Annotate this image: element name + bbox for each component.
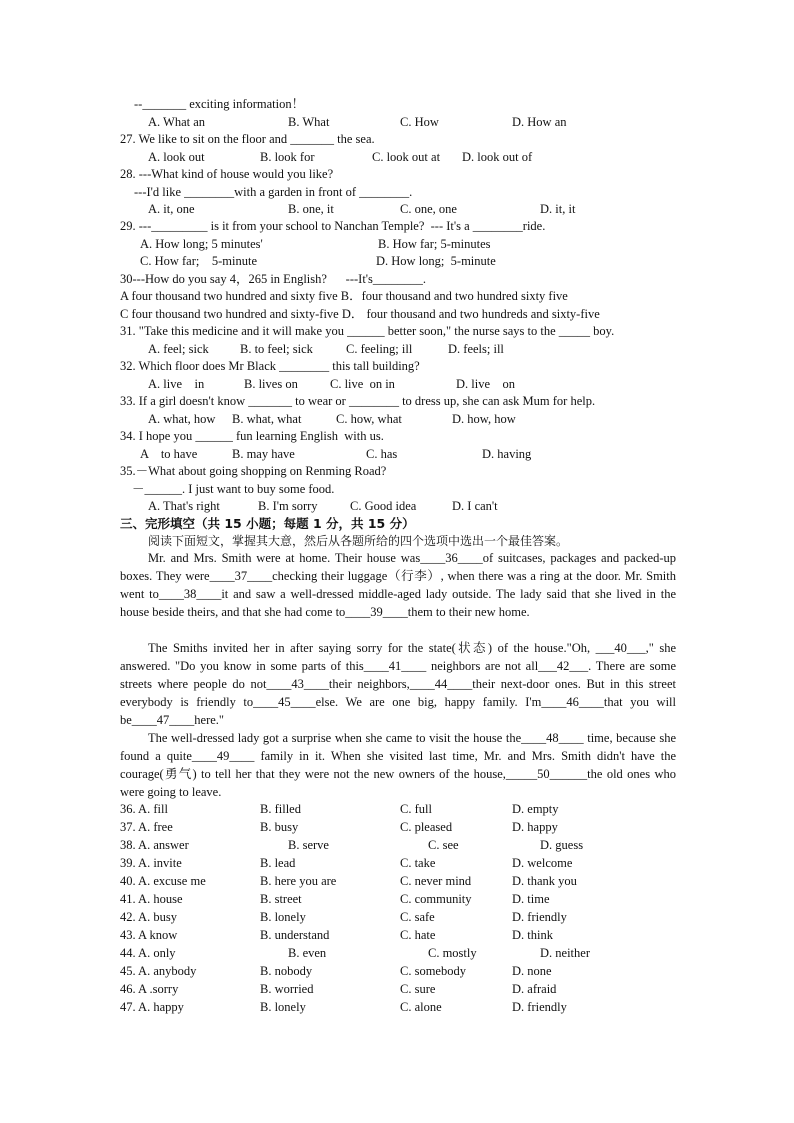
answer-option-a: 43. A know [120,928,178,942]
option-d: D. it, it [540,202,576,216]
answer-option-d: D. friendly [512,910,567,924]
option-b: B. What [288,115,330,129]
answer-option-d: D. afraid [512,982,557,996]
option-b: B. lives on [244,377,298,391]
instruction: 阅读下面短文，掌握其大意，然后从各题所给的四个选项中选出一个最佳答案。 [148,534,569,548]
option-row: C four thousand two hundred and sixty-five D． four thousand and two hundreds and sixty-five [120,307,600,321]
answer-option-d: D. guess [540,838,584,852]
answer-option-b: B. lonely [260,910,306,924]
option-b: B. look for [260,150,315,164]
answer-option-d: D. neither [540,946,590,960]
answer-option-a: 41. A. house [120,892,183,906]
answer-option-b: B. nobody [260,964,313,978]
option-c: C. live on in [330,377,395,391]
answer-option-d: D. empty [512,802,559,816]
option-a: A. How long; 5 minutes' [140,237,263,251]
option-c: C. has [366,447,398,461]
question-line: 28. ---What kind of house would you like? [120,167,334,181]
answer-option-b: B. lonely [260,1000,306,1014]
answer-option-b: B. even [288,946,327,960]
option-b: B. How far; 5-minutes [378,237,491,251]
option-d: D. look out of [462,150,533,164]
option-b: B. I'm sorry [258,499,318,513]
answer-option-d: D. none [512,964,552,978]
answer-option-a: 37. A. free [120,820,173,834]
option-row: A four thousand two hundred and sixty five B．four thousand and two hundred sixty five [120,289,568,303]
answer-option-d: D. time [512,892,550,906]
option-b: B. one, it [288,202,334,216]
question-line-2: －______. I just want to buy some food. [132,482,335,496]
option-a: A. That's right [148,499,220,513]
question-line: 33. If a girl doesn't know _______ to wear or ________ to dress up, she can ask Mum for help. [120,394,596,408]
option-d: D. feels; ill [448,342,504,356]
answer-option-b: B. lead [260,856,296,870]
answer-option-d: D. happy [512,820,558,834]
answer-option-d: D. welcome [512,856,573,870]
option-b: B. may have [232,447,295,461]
answer-option-c: C. pleased [400,820,453,834]
answer-option-a: 36. A. fill [120,802,168,816]
answer-option-d: D. thank you [512,874,577,888]
option-a: A to have [140,447,198,461]
option-a: A. What an [148,115,206,129]
answer-option-c: C. somebody [400,964,466,978]
answer-option-d: D. think [512,928,553,942]
question-line: 35.－What about going shopping on Renming Road? [120,464,387,478]
answer-option-c: C. hate [400,928,436,942]
answer-option-c: C. full [400,802,432,816]
option-a: A. it, one [148,202,195,216]
answer-option-c: C. take [400,856,436,870]
answer-option-a: 44. A. only [120,946,176,960]
answer-option-b: B. street [260,892,302,906]
question-line: 27. We like to sit on the floor and _______ the sea. [120,132,375,146]
option-c: C. How far; 5-minute [140,254,257,268]
answer-option-c: C. alone [400,1000,442,1014]
answer-option-a: 45. A. anybody [120,964,197,978]
passage-paragraph-1: Mr. and Mrs. Smith were at home. Their house was____36____of suitcases, packages and packed-up boxes. They were____37____checking their luggage（行李）, when there was a ring at the door. Mr. Smith went to____38____it and saw a well-dressed middle-aged lady outside. The lady said that she lived in the house beside theirs, and that she had come to____39____them to their new home. [120,551,676,619]
passage-paragraph-3: The well-dressed lady got a surprise when she came to visit the house the____48____ time, because she found a quite____49____ family in it. When she visited last time, Mr. and Mrs. Smith didn't have the courage(勇气) to tell her that they were not the new owners of the house,_____50______the old ones who were going to leave. [120,731,676,799]
answer-option-c: C. see [428,838,459,852]
option-c: C. how, what [336,412,402,426]
option-d: D. having [482,447,532,461]
option-c: C. Good idea [350,499,417,513]
option-d: D. I can't [452,499,498,513]
answer-option-c: C. never mind [400,874,472,888]
question-line-2: ---I'd like ________with a garden in front of ________. [134,185,413,199]
passage-paragraph-2: The Smiths invited her in after saying sorry for the state(状态) of the house."Oh, ___40___," she answered. "Do you know in some parts of this____41____ neighbors are not all___42___. There are some streets where people do not____43____their neighbors,____44____their next-door ones. But in this street everybody is friendly to____45____else. We are one big, happy family. I'm____46____that you will be____47____here." [120,641,676,727]
question-line: 32. Which floor does Mr Black ________ this tall building? [120,359,420,373]
answer-option-c: C. sure [400,982,436,996]
answer-option-b: B. worried [260,982,314,996]
answer-option-b: B. understand [260,928,330,942]
option-a: A. feel; sick [148,342,209,356]
option-a: A. live in [148,377,205,391]
answer-option-a: 46. A .sorry [120,982,179,996]
answer-option-a: 40. A. excuse me [120,874,206,888]
section-title: 三、完形填空（共 15 小题；每题 1 分，共 15 分） [120,516,415,531]
question-line: 30---How do you say 4，265 in English? ---It's________. [120,272,427,286]
answer-option-c: C. safe [400,910,435,924]
answer-option-b: B. busy [260,820,299,834]
question-line: 31. "Take this medicine and it will make you ______ better soon," the nurse says to the _____ boy. [120,324,615,338]
answer-option-b: B. here you are [260,874,337,888]
option-a: A. look out [148,150,205,164]
question-line: 34. I hope you ______ fun learning English with us. [120,429,384,443]
option-c: C. one, one [400,202,457,216]
answer-option-a: 39. A. invite [120,856,182,870]
answer-option-d: D. friendly [512,1000,567,1014]
option-d: D. live on [456,377,516,391]
answer-option-b: B. filled [260,802,301,816]
option-a: A. what, how [148,412,216,426]
answer-option-a: 42. A. busy [120,910,177,924]
option-d: D. How an [512,115,567,129]
answer-option-a: 47. A. happy [120,1000,184,1014]
answer-option-a: 38. A. answer [120,838,189,852]
option-d: D. How long; 5-minute [376,254,496,268]
answer-option-c: C. mostly [428,946,477,960]
answer-option-c: C. community [400,892,472,906]
option-b: B. to feel; sick [240,342,313,356]
option-d: D. how, how [452,412,516,426]
option-b: B. what, what [232,412,302,426]
answer-option-b: B. serve [288,838,329,852]
question-line: 29. ---_________ is it from your school to Nanchan Temple? --- It's a ________ride. [120,219,546,233]
option-c: C. feeling; ill [346,342,413,356]
question-line: --_______ exciting information！ [134,97,305,111]
option-c: C. look out at [372,150,441,164]
option-c: C. How [400,115,439,129]
